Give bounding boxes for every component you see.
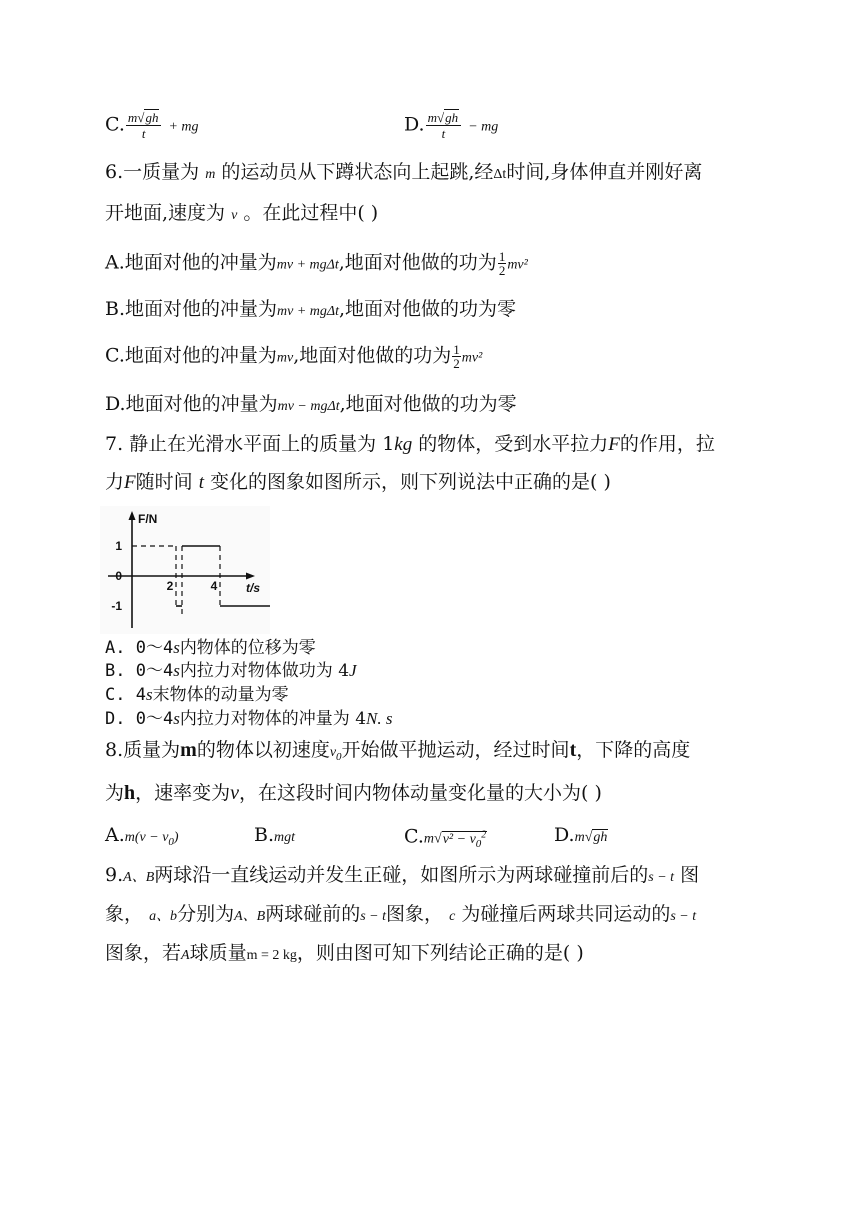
y-tick-label: -1 — [111, 599, 122, 613]
q7-option-b: B. 0～4s内拉力对物体做功为 4J — [105, 661, 357, 681]
q6-option-c: C.地面对他的冲量为mv,地面对他做的功为 $\frac{1}{2}$ mv² — [105, 342, 483, 371]
q5-option-c — [105, 110, 199, 141]
q5-option-d-rest: − mg — [468, 119, 499, 135]
q8-stem-line2: 为h，速率变为v，在这段时间内物体动量变化量的大小为( ) — [105, 782, 602, 804]
force-time-chart — [100, 506, 270, 634]
x-tick-label: 2 — [166, 579, 174, 593]
q9-stem-line3: 图象，若A球质量m = 2 kg，则由图可知下列结论正确的是( ) — [105, 942, 584, 964]
x-tick-label: 4 — [210, 579, 218, 593]
q5-option-d-fraction: $\frac{m√gh}{t}$ — [426, 110, 462, 141]
q8-stem-line1: 8.质量为m的物体以初速度$v_0$开始做平抛运动，经过时间t，下降的高度 — [105, 739, 691, 763]
q5-option-c-rest: + mg — [168, 119, 199, 135]
q6-option-a: A.地面对他的冲量为mv + mgΔt,地面对他做的功为 $\frac{1}{2}$ mv² — [105, 249, 528, 278]
q6-option-d: D.地面对他的冲量为mv − mgΔt,地面对他做的功为零 — [105, 393, 517, 415]
q5-option-d — [404, 110, 498, 141]
q8-option-d: D.m√gh — [554, 824, 608, 846]
q7-option-c: C. 4s末物体的动量为零 — [105, 685, 289, 705]
q9-stem-line1: 9.A、B两球沿一直线运动并发生正碰，如图所示为两球碰撞前后的s − t 图 — [105, 864, 700, 886]
q6-stem-line2: 开地面,速度为 v 。在此过程中( ) — [105, 202, 379, 224]
q7-stem-line1: 7. 静止在光滑水平面上的质量为 1kg 的物体，受到水平拉力F的作用，拉 — [105, 433, 715, 455]
x-axis-label: t/s — [246, 581, 261, 595]
q6-stem-line1: 6.一质量为 m 的运动员从下蹲状态向上起跳,经Δt时间,身体伸直并刚好离 — [105, 161, 703, 183]
y-axis-label: F/N — [138, 512, 158, 526]
q8-option-a: $A.m(v - v_0)$ — [105, 824, 179, 848]
q5-option-d-label: D. — [404, 113, 425, 136]
q5-option-c-fraction: $\frac{m√gh}{t}$ — [126, 110, 162, 141]
q8-option-b: B.mgt — [254, 824, 296, 846]
chart-background — [100, 506, 270, 634]
q7-stem-line2: 力F随时间 t 变化的图象如图所示，则下列说法中正确的是( ) — [105, 471, 611, 493]
q6-option-b: B.地面对他的冲量为mv + mgΔt,地面对他做的功为零 — [105, 298, 517, 320]
q7-option-d: D. 0～4s内拉力对物体的冲量为 4N. s — [105, 709, 393, 729]
q5-option-c-label: C. — [105, 113, 125, 136]
y-tick-label: 1 — [115, 539, 122, 553]
q9-stem-line2: 象， a、b分别为A、B两球碰前的s − t图象， c 为碰撞后两球共同运动的s − t — [105, 903, 697, 925]
q8-option-c: $C.m√v^2 - v_0^2$ — [404, 825, 487, 850]
y-tick-label: 0 — [115, 569, 122, 583]
q7-option-a: A. 0～4s内物体的位移为零 — [105, 638, 316, 658]
